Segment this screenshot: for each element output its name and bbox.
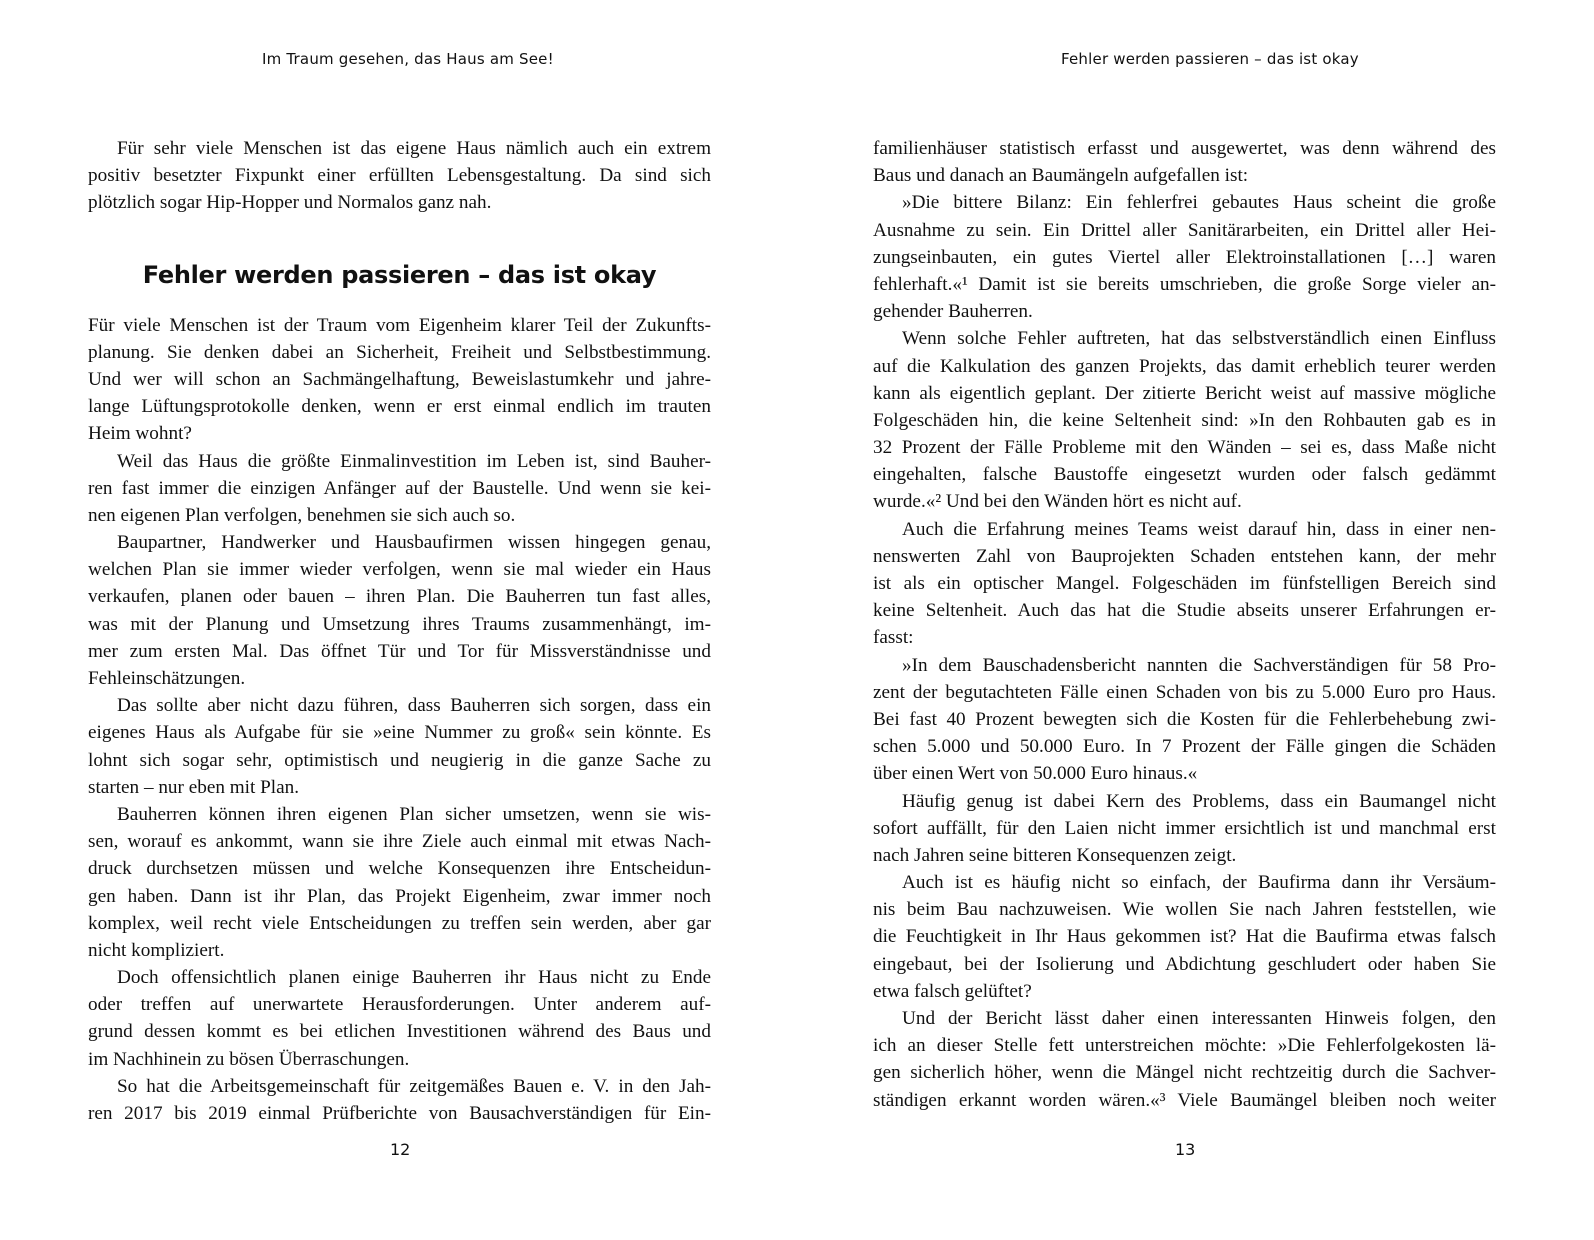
text-line: Folgeschäden hin, die keine Seltenheit sind: »In den Rohbauten gab es in: [873, 409, 1496, 431]
text-line: So hat die Arbeitsgemeinschaft für zeitgemäßes Bauen e. V. in den Jah-: [117, 1075, 711, 1097]
text-line: Und der Bericht lässt daher einen interessanten Hinweis folgen, den: [902, 1008, 1496, 1029]
text-line: ren 2017 bis 2019 einmal Prüfberichte von Bausachverständigen für Ein-: [88, 1103, 711, 1124]
text-line: Heim wohnt?: [88, 423, 192, 445]
text-line: eingehalten, falsche Baustoffe eingesetzt wurden oder falsch gedämmt: [873, 464, 1496, 486]
text-line: »Die bittere Bilanz: Ein fehlerfrei gebautes Haus scheint die große: [902, 192, 1496, 214]
text-line: gehender Bauherren.: [873, 301, 1033, 323]
text-line: wurde.«² Und bei den Wänden hört es nicht auf.: [873, 491, 1242, 513]
text-line: die Feuchtigkeit in Ihr Haus gekommen ist? Hat die Baufirma etwas falsch: [873, 926, 1496, 948]
text-line: familienhäuser statistisch erfasst und ausgewertet, was denn während des: [873, 138, 1496, 159]
text-line: Und wer will schon an Sachmängelhaftung, Beweislastumkehr und jahre-: [88, 368, 711, 390]
text-line: Baupartner, Handwerker und Hausbaufirmen wissen hingegen genau,: [117, 532, 711, 554]
text-line: Ausnahme zu sein. Ein Drittel aller Sanitärarbeiten, ein Drittel aller Hei-: [873, 219, 1496, 241]
text-line: nach Jahren seine bitteren Konsequenzen zeigt.: [873, 844, 1237, 866]
text-line: sofort auffällt, für den Laien nicht immer ersichtlich ist und manchmal erst: [873, 817, 1496, 839]
text-line: auf die Kalkulation des ganzen Projekts, das damit erheblich teurer werden: [873, 355, 1496, 377]
text-line: plötzlich sogar Hip-Hopper und Normalos ganz nah.: [88, 192, 492, 214]
text-line: nen eigenen Plan verfolgen, benehmen sie sich auch so.: [88, 504, 516, 526]
spacer: [88, 217, 711, 244]
text-line: komplex, weil recht viele Entscheidungen zu treffen sein werden, aber gar: [88, 912, 711, 934]
text-line: verkaufen, planen oder bauen – ihren Plan. Die Bauherren tun fast alles,: [88, 586, 711, 608]
text-line: Weil das Haus die größte Einmalinvestition im Leben ist, sind Bauher-: [117, 450, 711, 472]
text-line: zungseinbauten, ein gutes Viertel aller Elektroinstallationen […] waren: [873, 246, 1496, 268]
page-number-left: 12: [390, 1140, 411, 1159]
text-line: druck durchsetzen müssen und welche Konsequenzen ihre Entscheidun-: [88, 858, 711, 880]
text-line: grund dessen kommt es bei etlichen Investitionen während des Baus und: [88, 1021, 711, 1043]
text-line: Für viele Menschen ist der Traum vom Eigenheim klarer Teil der Zukunfts-: [88, 314, 711, 336]
text-line: starten – nur eben mit Plan.: [88, 776, 300, 798]
text-line: ich an dieser Stelle fett unterstreichen möchte: »Die Fehlerfolgekosten lä-: [873, 1035, 1496, 1057]
text-line: Wenn solche Fehler auftreten, hat das selbstverständlich einen Einfluss: [902, 328, 1496, 350]
text-line: lohnt sich sogar sehr, optimistisch und neugierig in die ganze Sache zu: [88, 749, 711, 771]
text-line: eigenes Haus als Aufgabe für sie »eine Nummer zu groß« sein könnte. Es: [88, 722, 711, 744]
text-line: ständigen erkannt worden wären.«³ Viele Baumängel bleiben noch weiter: [873, 1089, 1496, 1111]
text-line: welchen Plan sie immer wieder verfolgen, wenn sie mal wieder ein Haus: [88, 559, 711, 581]
text-line: sen, worauf es ankommt, wann sie ihre Ziele auch einmal mit etwas Nach-: [88, 831, 711, 853]
text-line: Bauherren können ihren eigenen Plan sicher umsetzen, wenn sie wis-: [117, 803, 711, 825]
text-line: 32 Prozent der Fälle Probleme mit den Wänden – sei es, dass Maße nicht: [873, 437, 1496, 459]
running-head-right: Fehler werden passieren – das ist okay: [1061, 50, 1359, 68]
text-line: lange Lüftungsprotokolle denken, wenn er erst einmal endlich im trauten: [88, 396, 711, 418]
text-line: zent der begutachteten Fälle einen Schaden von bis zu 5.000 Euro pro Haus.: [873, 681, 1496, 703]
text-line: oder treffen auf unerwartete Herausforderungen. Unter anderem auf-: [88, 994, 711, 1016]
page-number-right: 13: [1175, 1140, 1196, 1159]
left-text-block: [88, 135, 711, 1127]
text-line: über einen Wert von 50.000 Euro hinaus.«: [873, 763, 1198, 785]
text-line: Häufig genug ist dabei Kern des Problems, dass ein Baumangel nicht: [902, 790, 1496, 812]
text-line: nenswerten Zahl von Bauprojekten Schaden entstehen kann, der mehr: [873, 545, 1496, 567]
text-line: ist als ein optischer Mangel. Folgeschäden im fünfstelligen Bereich sind: [873, 573, 1496, 594]
text-line: fehlerhaft.«¹ Damit ist sie bereits umschrieben, die große Sorge vieler an-: [873, 273, 1496, 295]
text-line: »In dem Bauschadensbericht nannten die Sachverständigen für 58 Pro-: [902, 654, 1496, 676]
text-line: Bei fast 40 Prozent bewegten sich die Kosten für die Fehlerbehebung zwi-: [873, 708, 1496, 730]
text-line: Baus und danach an Baumängeln aufgefallen ist:: [873, 165, 1249, 187]
text-line: was mit der Planung und Umsetzung ihres Traums zusammenhängt, im-: [88, 613, 711, 635]
text-line: im Nachhinein zu bösen Überraschungen.: [88, 1048, 410, 1070]
text-line: fasst:: [873, 627, 914, 649]
section-heading: Fehler werden passieren – das ist okay: [142, 260, 657, 289]
text-line: Auch die Erfahrung meines Teams weist darauf hin, dass in einer nen-: [902, 518, 1496, 540]
text-line: planung. Sie denken dabei an Sicherheit, Freiheit und Selbstbestimmung.: [88, 341, 711, 363]
text-line: kann als eigentlich geplant. Der zitierte Bericht weist auf massive mögliche: [873, 382, 1496, 404]
text-line: mer zum ersten Mal. Das öffnet Tür und Tor für Missverständnisse und: [88, 640, 711, 662]
text-line: positiv besetzter Fixpunkt einer erfüllten Lebensgestaltung. Da sind sich: [88, 165, 711, 187]
text-line: nis beim Bau nachzuweisen. Wie wollen Sie nach Jahren feststellen, wie: [873, 899, 1496, 921]
text-line: Für sehr viele Menschen ist das eigene Haus nämlich auch ein extrem: [117, 138, 711, 159]
running-head-left: Im Traum gesehen, das Haus am See!: [262, 50, 554, 68]
text-line: Auch ist es häufig nicht so einfach, der Baufirma dann ihr Versäum-: [902, 872, 1496, 894]
text-line: gen sicherlich höher, wenn die Mängel nicht rechtzeitig durch die Sachver-: [873, 1062, 1496, 1084]
text-line: ren fast immer die einzigen Anfänger auf der Baustelle. Und wenn sie kei-: [88, 477, 711, 499]
right-text-block: [873, 135, 1496, 1114]
text-line: nicht kompliziert.: [88, 939, 225, 961]
right-page: [797, 0, 1594, 1240]
text-line: Das sollte aber nicht dazu führen, dass Bauherren sich sorgen, dass ein: [117, 695, 711, 717]
text-line: etwa falsch gelüftet?: [873, 980, 1032, 1002]
text-line: Doch offensichtlich planen einige Bauherren ihr Haus nicht zu Ende: [117, 967, 711, 989]
text-line: gen haben. Dann ist ihr Plan, das Projekt Eigenheim, zwar immer noch: [88, 885, 711, 907]
text-line: eingebaut, bei der Isolierung und Abdichtung geschludert oder haben Sie: [873, 953, 1496, 975]
text-line: schen 5.000 und 50.000 Euro. In 7 Prozent der Fälle gingen die Schäden: [873, 736, 1496, 758]
text-line: Fehleinschätzungen.: [88, 668, 246, 689]
text-line: keine Seltenheit. Auch das hat die Studie abseits unserer Erfahrungen er-: [873, 600, 1496, 622]
